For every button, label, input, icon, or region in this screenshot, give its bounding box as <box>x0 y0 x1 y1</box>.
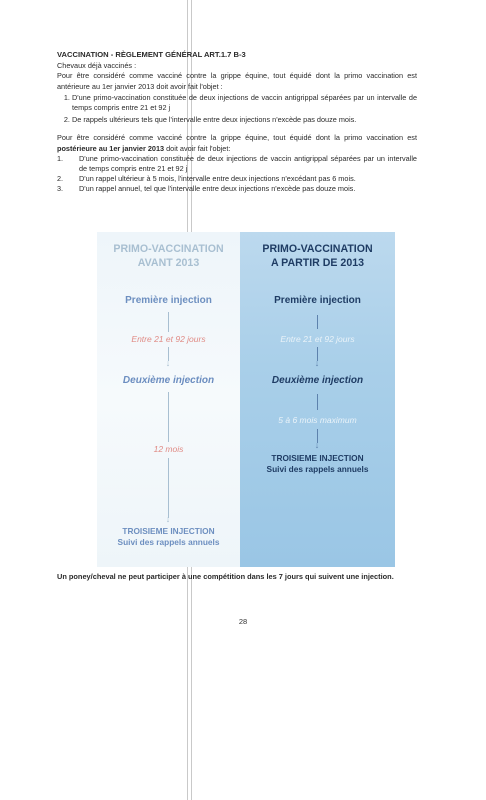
paragraph-before-2013: Pour être considéré comme vacciné contre la grippe équine, tout équidé dont la primo vaccination est antérieure au 1er janvier 2013 doit avoir fait l'objet : <box>57 71 417 91</box>
header-line: PRIMO-VACCINATION <box>262 243 373 255</box>
header-line: A PARTIR DE 2013 <box>270 257 364 269</box>
column-header <box>240 242 395 270</box>
final-title: TROISIEME INJECTION <box>271 453 364 463</box>
connector-line <box>317 394 318 410</box>
header-line: PRIMO-VACCINATION <box>113 243 224 255</box>
list-item <box>57 154 417 174</box>
competition-note: Un poney/cheval ne peut participer à une compétition dans les 7 jours qui suivent une injection. <box>57 572 394 581</box>
list-item <box>57 184 417 194</box>
column-header <box>97 242 240 270</box>
arrow-down-icon: ↓ <box>165 358 171 368</box>
list-before-2013 <box>57 93 417 126</box>
paragraph-text: Pour être considéré comme vacciné contre la grippe équine, tout équidé dont la primo vaccination est <box>57 133 417 143</box>
page-number: 28 <box>238 617 248 626</box>
paragraph-bold: postérieure au 1er janvier 2013 <box>57 143 165 153</box>
connector-line <box>168 392 169 442</box>
final-subtitle: Suivi des rappels annuels <box>266 464 369 474</box>
connector-line <box>168 312 169 332</box>
first-injection-label: Première injection <box>274 295 361 306</box>
list-text: D'un rappel ultérieur à 5 mois, l'intervalle entre deux injections n'excédant pas 6 mois. <box>79 174 356 184</box>
list-after-2013 <box>57 154 417 195</box>
paragraph-after-2013 <box>57 133 417 153</box>
column-after-2013 <box>240 232 395 567</box>
list-item: 2. De rappels ultérieurs tels que l'intervalle entre deux injections n'excède pas douze mois. <box>72 115 417 125</box>
second-injection-label: Deuxième injection <box>271 375 364 386</box>
interval-label: 12 mois <box>153 444 184 454</box>
document-title: VACCINATION - RÈGLEMENT GÉNÉRAL ART.1.7 B-3 <box>57 50 246 59</box>
final-injection-label <box>240 453 395 475</box>
connector-line <box>317 315 318 329</box>
first-injection-label: Première injection <box>125 295 212 306</box>
second-injection-label: Deuxième injection <box>122 375 215 386</box>
vaccination-diagram <box>97 232 395 567</box>
connector-line <box>168 458 169 518</box>
interval-label: 5 à 6 mois maximum <box>278 415 357 425</box>
list-text: D'un rappel annuel, tel que l'intervalle entre deux injections n'excède pas douze mois. <box>79 184 356 194</box>
list-item <box>57 174 417 184</box>
list-number: 3. <box>57 184 64 194</box>
list-item: 1. D'une primo-vaccination constituée de deux injections de vaccin antigrippal séparées par un intervalle de temps compris entre 21 et 92 j <box>72 93 417 113</box>
arrow-down-icon: ↓ <box>165 514 171 524</box>
header-line: AVANT 2013 <box>137 257 200 269</box>
arrow-down-icon: ↓ <box>314 358 320 368</box>
final-injection-label <box>97 526 240 548</box>
list-number: 2. <box>57 174 64 184</box>
document-body <box>57 50 417 195</box>
paragraph-text: doit avoir fait l'objet: <box>164 143 231 153</box>
list-number: 1. <box>57 153 64 163</box>
arrow-down-icon: ↓ <box>314 440 320 450</box>
interval-label: Entre 21 et 92 jours <box>131 334 206 344</box>
column-before-2013 <box>97 232 240 567</box>
list-text: D'une primo-vaccination constituée de deux injections de vaccin antigrippal séparées par un intervalle de temps compris entre 21 et 92 j <box>79 153 417 174</box>
final-subtitle: Suivi des rappels annuels <box>117 537 220 547</box>
final-title: TROISIEME INJECTION <box>122 526 215 536</box>
interval-label: Entre 21 et 92 jours <box>280 334 355 344</box>
subtitle: Chevaux déjà vaccinés : <box>57 61 137 71</box>
